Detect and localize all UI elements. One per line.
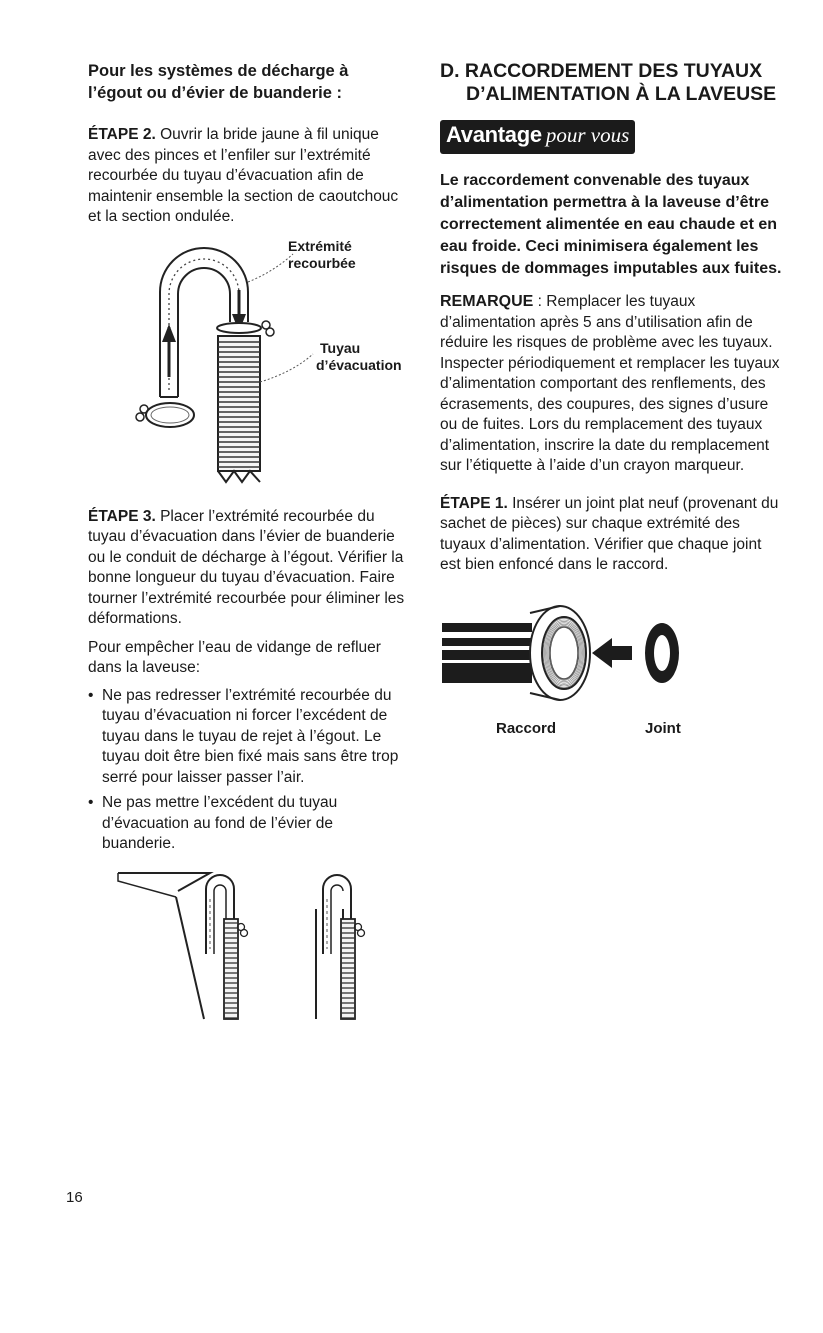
step-3-text: Placer l’extrémité recourbée du tuyau d’évacuation dans l’évier de buanderie ou le conduit de décharge à l’égout. Vérifier la bonne longueur du tuyau d’évacuation. Faire tourner l’extrémité recourbée pour éliminer les déformations. bbox=[88, 507, 405, 627]
sink-and-standpipe-illustration bbox=[88, 869, 406, 1029]
section-title-line1: D. RACCORDEMENT DES TUYAUX bbox=[440, 60, 763, 82]
drain-hose-figure bbox=[88, 232, 406, 497]
sink-hose-figure bbox=[88, 869, 406, 1029]
prevent-backflow-intro: Pour empêcher l’eau de vidange de refluer dans la laveuse: bbox=[88, 638, 381, 676]
advantage-badge-sub: pour vous bbox=[545, 123, 630, 147]
step-2-label: ÉTAPE 2. bbox=[88, 126, 156, 143]
step-1-text: Insérer un joint plat neuf (provenant du sachet de pièces) sur chaque extrémité des tuyaux d’alimentation. Vérifier que chaque joint est bien enfoncé dans le raccord. bbox=[440, 494, 779, 573]
label-washer: Joint bbox=[645, 719, 681, 737]
label-curved-end-line1: Extrémité bbox=[288, 237, 352, 254]
advantage-badge-box bbox=[440, 120, 635, 151]
label-curved-end bbox=[288, 238, 356, 272]
page-number: 16 bbox=[66, 1189, 83, 1206]
step-1 bbox=[440, 494, 785, 576]
label-coupling: Raccord bbox=[496, 719, 557, 737]
advantage-text: Le raccordement convenable des tuyaux d’alimentation permettra à la laveuse d’être correctement alimentée en eau chaude et en eau froide. Ceci minimisera également les risques de dommages imputables aux fuites. bbox=[440, 172, 782, 277]
advantage-badge-main: Avantage bbox=[446, 122, 542, 147]
right-column bbox=[440, 60, 785, 748]
section-title-line2: D’ALIMENTATION À LA LAVEUSE bbox=[466, 83, 777, 105]
label-drain-hose bbox=[316, 339, 402, 374]
remarque-label: REMARQUE bbox=[440, 293, 534, 310]
step-3 bbox=[88, 507, 406, 630]
left-column bbox=[88, 60, 406, 1029]
step-2 bbox=[88, 125, 406, 228]
bullet-item-1: • Ne pas redresser l’extrémité recourbée du tuyau d’évacuation ni forcer l’excédent de tuyau dans le tuyau de rejet à l’égout. Le tuyau doit être bien fixé mais sans être trop serré pour laisser passer l’air. bbox=[88, 686, 406, 789]
remarque-text: : Remplacer les tuyaux d’alimentation après 5 ans d’utilisation afin de réduire les risques de problème avec les tuyaux. Inspecter périodiquement et remplacer les tuyaux d’alimentation comportant des renflements, des écrasements, des coupures, des signes d’usure ou de fuites. Lors du remplacement des tuyaux d’alimentation, inscrire la date du remplacement sur l’étiquette à l’aide d’un crayon marqueur. bbox=[440, 293, 780, 474]
step-1-label: ÉTAPE 1. bbox=[440, 494, 508, 512]
bullet-item-2: • Ne pas mettre l’excédent du tuyau d’évacuation au fond de l’évier de buanderie. bbox=[88, 793, 406, 855]
section-title bbox=[440, 60, 785, 106]
coupling-figure bbox=[440, 598, 785, 748]
remarque bbox=[440, 292, 785, 477]
label-curved-end-line2: recourbée bbox=[288, 254, 356, 271]
coupling-washer-illustration bbox=[440, 598, 785, 713]
label-drain-hose-line1: Tuyau bbox=[320, 339, 361, 356]
step-3-label: ÉTAPE 3. bbox=[88, 507, 156, 525]
section-intro: Pour les systèmes de décharge à l’égout ou d’évier de buanderie : bbox=[88, 62, 349, 102]
advantage-badge bbox=[440, 120, 785, 162]
label-drain-hose-line2: d’évacuation bbox=[316, 356, 402, 373]
step-2-text: Ouvrir la bride jaune à fil unique avec des pinces et l’enfiler sur l’extrémité recourbée du tuyau d’évacuation afin de maintenir ensemble la section de caoutchouc et la section ondulée. bbox=[88, 126, 399, 225]
